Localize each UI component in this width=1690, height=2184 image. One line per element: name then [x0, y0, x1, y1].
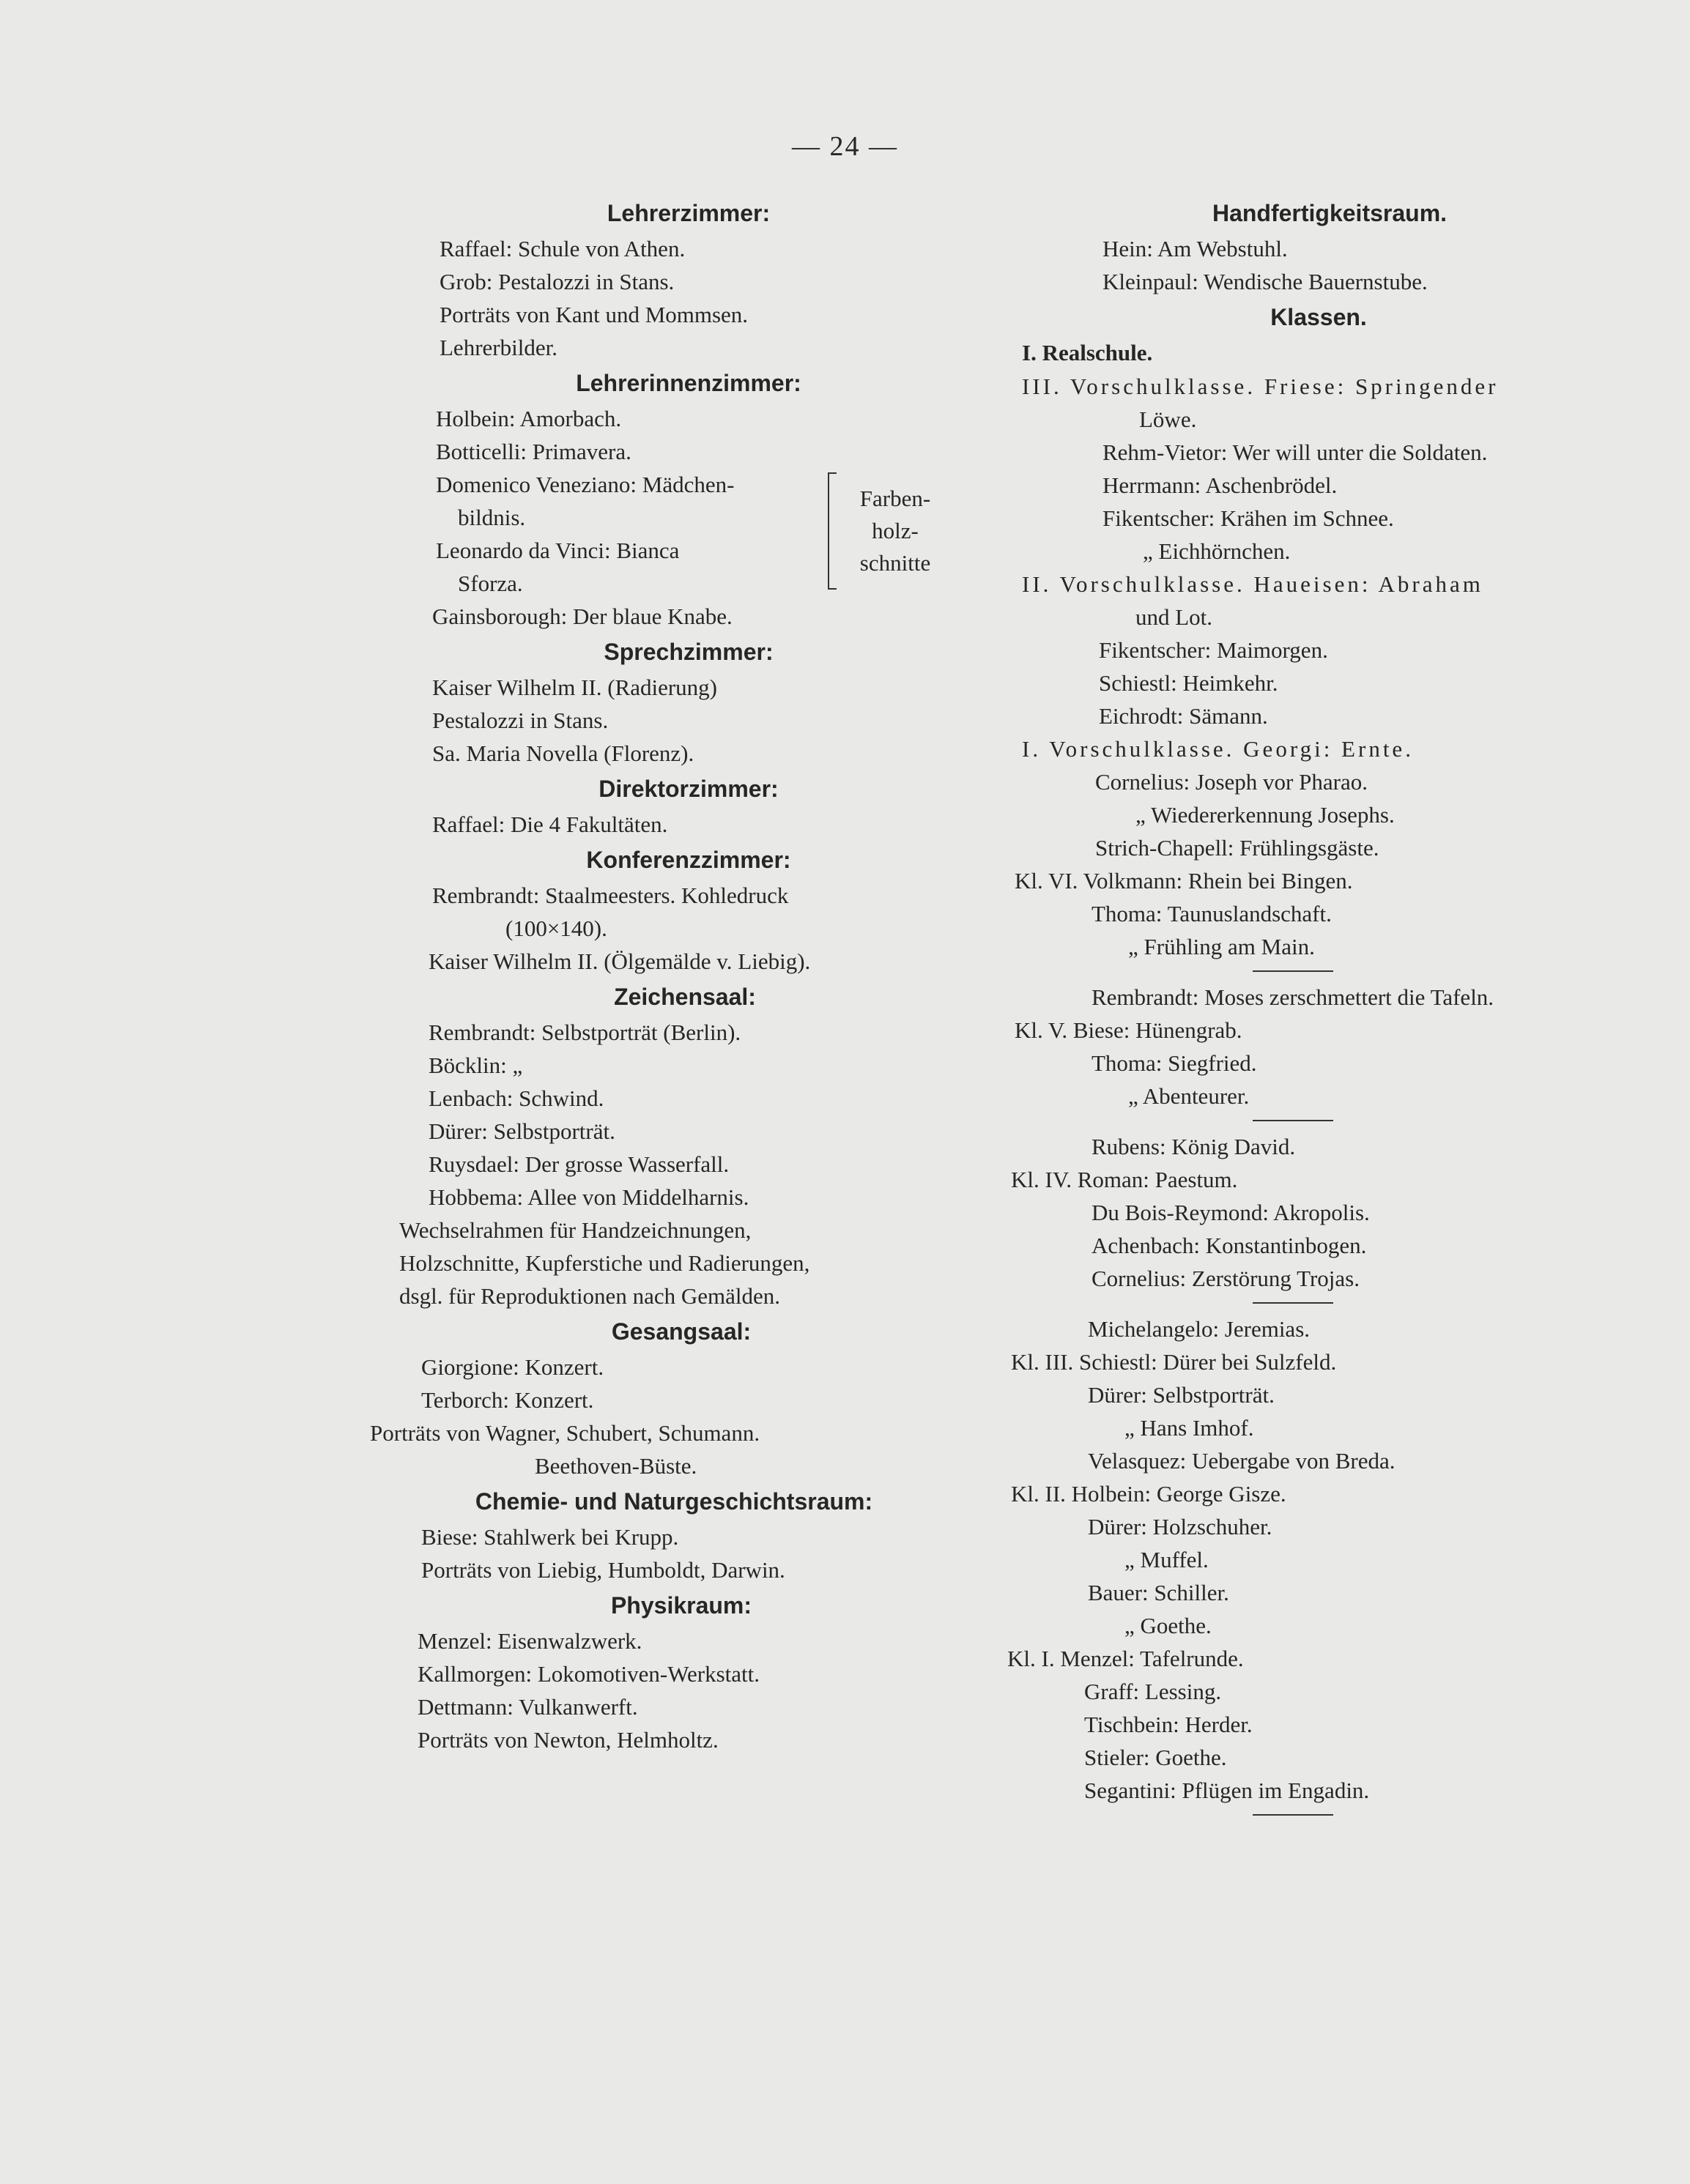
heading-konferenzzimmer: Konferenzzimmer: [586, 847, 791, 873]
text-line: „ Frühling am Main. [1128, 934, 1315, 959]
braced-group [359, 468, 989, 600]
text-line: „ Muffel. [1124, 1547, 1209, 1572]
text-line: Segantini: Pflügen im Engadin. [1084, 1778, 1370, 1803]
text-line: III. Vorschulklasse. Friese: Springender [1022, 374, 1499, 399]
separator-rule [1004, 1295, 1634, 1312]
text-line: Lehrerbilder. [440, 335, 557, 360]
text-line: Holbein: Amorbach. [436, 406, 622, 431]
text-line: „ Goethe. [1124, 1613, 1212, 1638]
text-line: Fikentscher: Krähen im Schnee. [1102, 505, 1394, 531]
text-line: Hein: Am Webstuhl. [1102, 236, 1288, 261]
text-line: Domenico Veneziano: Mädchen- [436, 472, 735, 497]
text-line: Hobbema: Allee von Middelharnis. [429, 1184, 749, 1210]
text-line: Thoma: Taunuslandschaft. [1092, 901, 1332, 926]
text-line: Porträts von Kant und Mommsen. [440, 302, 749, 327]
text-line: (100×140). [505, 915, 607, 941]
text-line: bildnis. [458, 505, 526, 530]
text-line: Schiestl: Heimkehr. [1099, 670, 1278, 696]
text-line: Biese: Stahlwerk bei Krupp. [421, 1524, 679, 1550]
text-line: „ Hans Imhof. [1124, 1415, 1254, 1441]
text-line: Dürer: Selbstporträt. [429, 1118, 615, 1144]
page-number: — 24 — [792, 131, 898, 162]
text-line: Holzschnitte, Kupferstiche und Radierungen, [399, 1250, 810, 1276]
text-line: Böcklin: „ [429, 1052, 523, 1078]
text-line: Strich-Chapell: Frühlingsgäste. [1095, 835, 1379, 861]
text-line: Kl. III. Schiestl: Dürer bei Sulzfeld. [1011, 1349, 1337, 1375]
text-line: Gainsborough: Der blaue Knabe. [432, 603, 733, 629]
text-line: II. Vorschulklasse. Haueisen: Abraham [1022, 571, 1483, 597]
text-line: Raffael: Die 4 Fakultäten. [432, 811, 668, 837]
text-line: I. Vorschulklasse. Georgi: Ernte. [1022, 736, 1414, 762]
text-line: „ Eichhörnchen. [1143, 538, 1291, 564]
text-line: Sa. Maria Novella (Florenz). [432, 740, 694, 766]
text-line: Ruysdael: Der grosse Wasserfall. [429, 1151, 730, 1177]
text-line: und Lot. [1135, 604, 1213, 630]
left-column [359, 194, 989, 1756]
heading-zeichensaal: Zeichensaal: [614, 984, 756, 1010]
text-line: Dettmann: Vulkanwerft. [418, 1694, 638, 1720]
text-line: „ Abenteurer. [1128, 1083, 1250, 1109]
text-line: Dürer: Holzschuher. [1088, 1514, 1272, 1539]
text-line: Cornelius: Zerstörung Trojas. [1092, 1266, 1360, 1291]
text-line: Tischbein: Herder. [1084, 1712, 1253, 1737]
heading-klassen: Klassen. [1270, 304, 1367, 330]
text-line: Velasquez: Uebergabe von Breda. [1088, 1448, 1396, 1474]
text-line: Menzel: Eisenwalzwerk. [418, 1628, 642, 1654]
text-line: Kl. VI. Volkmann: Rhein bei Bingen. [1015, 868, 1353, 894]
text-line: Kaiser Wilhelm II. (Radierung) [432, 675, 717, 700]
text-line: Cornelius: Joseph vor Pharao. [1095, 769, 1368, 795]
heading-chemie: Chemie- und Naturgeschichtsraum: [475, 1488, 873, 1515]
text-line: Raffael: Schule von Athen. [440, 236, 686, 261]
text-line: Kleinpaul: Wendische Bauernstube. [1102, 269, 1428, 294]
text-line: Stieler: Goethe. [1084, 1745, 1227, 1770]
brace-label-line: holz- [872, 518, 919, 543]
heading-handfertigkeitsraum: Handfertigkeitsraum. [1212, 200, 1448, 226]
text-line: Achenbach: Konstantinbogen. [1092, 1233, 1367, 1258]
text-line: Pestalozzi in Stans. [432, 707, 609, 733]
text-line: Michelangelo: Jeremias. [1088, 1316, 1311, 1342]
text-line: Botticelli: Primavera. [436, 439, 631, 464]
text-line: Eichrodt: Sämann. [1099, 703, 1268, 729]
right-column [1004, 194, 1634, 1824]
text-line: Terborch: Konzert. [421, 1387, 594, 1413]
heading-direktorzimmer: Direktorzimmer: [598, 776, 779, 802]
text-line: dsgl. für Reproduktionen nach Gemälden. [399, 1283, 780, 1309]
text-line: Löwe. [1139, 406, 1197, 432]
text-line: Kl. II. Holbein: George Gisze. [1011, 1481, 1286, 1507]
text-line: Kl. V. Biese: Hünengrab. [1015, 1017, 1242, 1043]
curly-brace [828, 472, 840, 590]
text-line: Kallmorgen: Lokomotiven-Werkstatt. [418, 1661, 760, 1687]
text-line: Porträts von Liebig, Humboldt, Darwin. [421, 1557, 785, 1583]
text-line: Sforza. [458, 571, 523, 596]
text-line: Rembrandt: Moses zerschmettert die Tafeln. [1092, 984, 1494, 1010]
heading-gesangsaal: Gesangsaal: [611, 1318, 752, 1345]
text-line: Bauer: Schiller. [1088, 1580, 1229, 1605]
brace-label-line: Farben- [859, 486, 931, 511]
text-line: Rembrandt: Staalmeesters. Kohledruck [432, 883, 789, 908]
text-line: Kl. I. Menzel: Tafelrunde. [1007, 1646, 1244, 1671]
text-line: Beethoven-Büste. [535, 1453, 697, 1479]
text-line: Rubens: König David. [1092, 1134, 1296, 1159]
separator-rule [1004, 1807, 1634, 1824]
text-line: Leonardo da Vinci: Bianca [436, 538, 680, 563]
text-line: Porträts von Newton, Helmholtz. [418, 1727, 719, 1753]
text-line: Graff: Lessing. [1084, 1679, 1222, 1704]
heading-physikraum: Physikraum: [610, 1592, 752, 1619]
heading-sprechzimmer: Sprechzimmer: [604, 639, 774, 665]
text-line: Herrmann: Aschenbrödel. [1102, 472, 1338, 498]
text-line: Dürer: Selbstporträt. [1088, 1382, 1275, 1408]
text-line: Giorgione: Konzert. [421, 1354, 604, 1380]
text-line: Thoma: Siegfried. [1092, 1050, 1257, 1076]
text-line: Grob: Pestalozzi in Stans. [440, 269, 675, 294]
text-line: Du Bois-Reymond: Akropolis. [1092, 1200, 1370, 1225]
separator-rule [1004, 1113, 1634, 1130]
text-line: „ Wiedererkennung Josephs. [1135, 802, 1395, 828]
text-line: Fikentscher: Maimorgen. [1099, 637, 1328, 663]
separator-rule [1004, 963, 1634, 981]
text-line: Porträts von Wagner, Schubert, Schumann. [370, 1420, 760, 1446]
text-line: Kaiser Wilhelm II. (Ölgemälde v. Liebig). [429, 948, 811, 974]
text-line: Kl. IV. Roman: Paestum. [1011, 1167, 1238, 1192]
text-line: Rehm-Vietor: Wer will unter die Soldaten. [1102, 439, 1488, 465]
subheading-realschule: I. Realschule. [1022, 340, 1153, 365]
text-line: Wechselrahmen für Handzeichnungen, [399, 1217, 752, 1243]
text-line: Lenbach: Schwind. [429, 1085, 604, 1111]
brace-label [844, 483, 946, 579]
heading-lehrerinnenzimmer: Lehrerinnenzimmer: [576, 370, 801, 396]
brace-label-line: schnitte [859, 550, 931, 576]
heading-lehrerzimmer: Lehrerzimmer: [607, 200, 771, 226]
text-line: Rembrandt: Selbstporträt (Berlin). [429, 1019, 741, 1045]
